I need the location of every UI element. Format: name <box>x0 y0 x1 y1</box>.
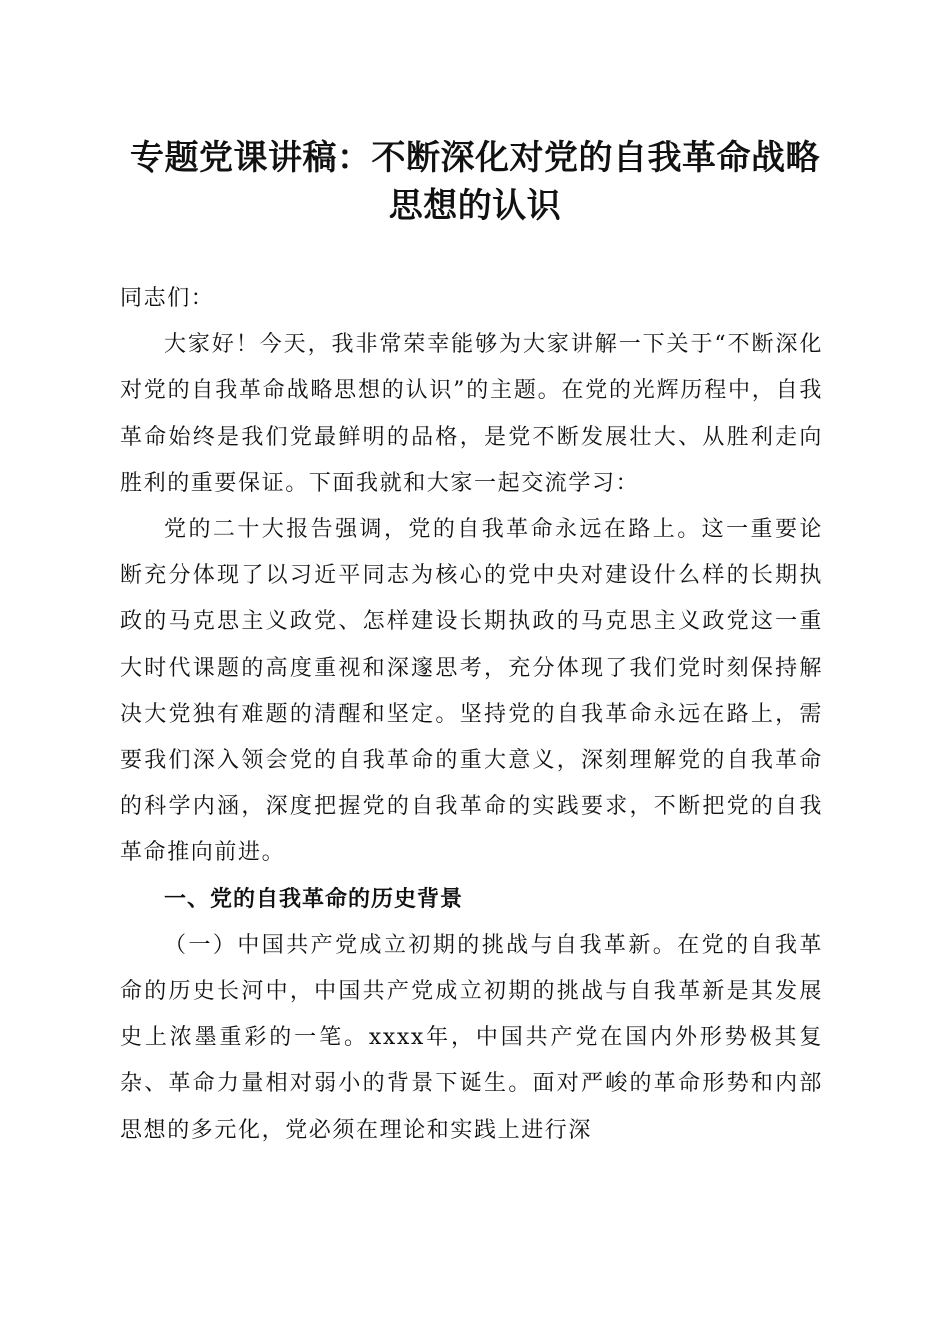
paragraph-opening: 大家好！今天，我非常荣幸能够为大家讲解一下关于“不断深化对党的自我革命战略思想的认识”的主题。在党的光辉历程中，自我革命始终是我们党最鲜明的品格，是党不断发展壮大、从胜利走向胜利的重要保证。下面我就和大家一起交流学习： <box>120 332 823 496</box>
title-line-2: 思想的认识 <box>388 186 562 226</box>
document-body <box>120 276 823 1154</box>
section-heading: 一、党的自我革命的历史背景 <box>164 886 464 912</box>
paragraph-report: 党的二十大报告强调，党的自我革命永远在路上。这一重要论断充分体现了以习近平同志为核心的党中央对建设什么样的长期执政的马克思主义政党、怎样建设长期执政的马克思主义政党这一重大时代课题的高度重视和深邃思考，充分体现了我们党时刻保持解决大党独有难题的清醒和坚定。坚持党的自我革命永远在路上，需要我们深入领会党的自我革命的重大意义，深刻理解党的自我革命的科学内涵，深度把握党的自我革命的实践要求，不断把党的自我革命推向前进。 <box>120 517 823 866</box>
title-line-1: 专题党课讲稿：不断深化对党的自我革命战略 <box>130 138 820 178</box>
document-title <box>110 134 840 230</box>
salutation: 同志们： <box>120 286 215 311</box>
paragraph-section1: （一）中国共产党成立初期的挑战与自我革新。在党的自我革命的历史长河中，中国共产党成立初期的挑战与自我革新是其发展史上浓墨重彩的一笔。xxxx年，中国共产党在国内外形势极其复杂、革命力量相对弱小的背景下诞生。面对严峻的革命形势和内部思想的多元化，党必须在理论和实践上进行深 <box>120 932 823 1143</box>
